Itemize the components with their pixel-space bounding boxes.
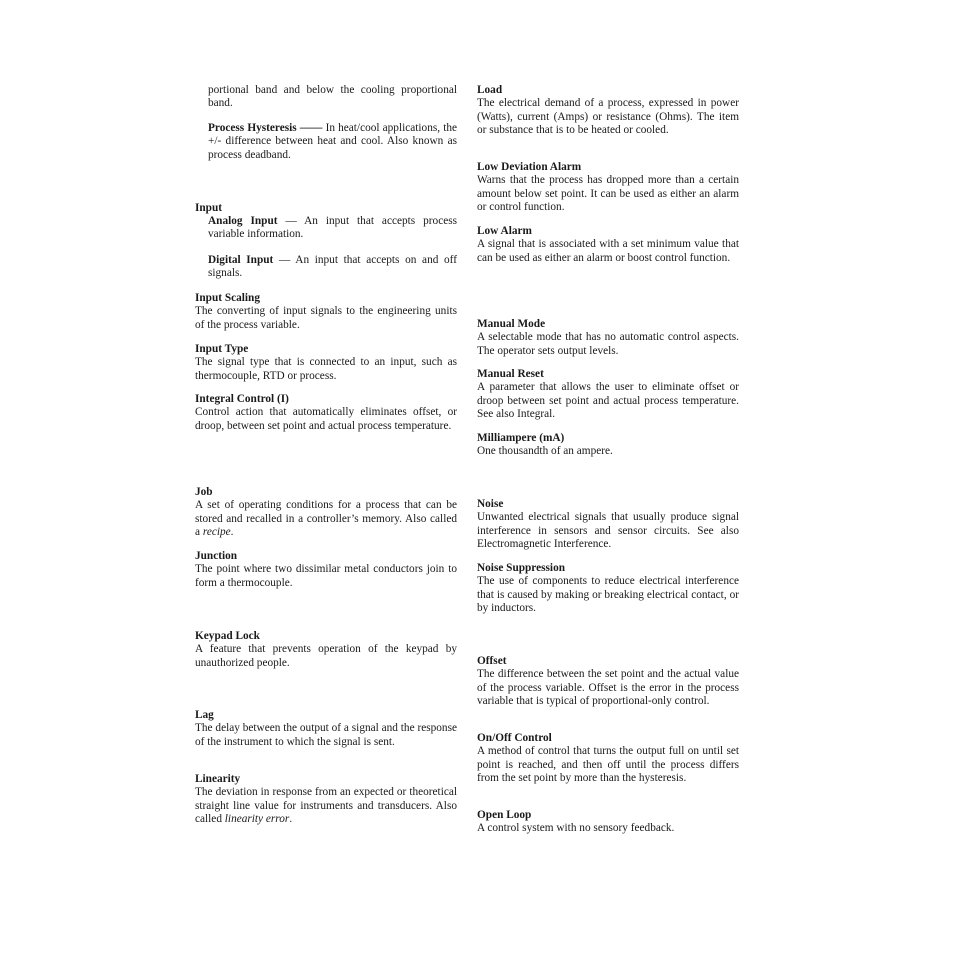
- entry-definition: A parameter that allows the user to eliminate offset or droop between set point and actual process temperature. See also Integral.: [477, 381, 739, 421]
- entry-input: [195, 202, 457, 215]
- entry-definition: The use of components to reduce electrical interference that is caused by making or breaking electrical contact, or by inductors.: [477, 575, 739, 615]
- entry-term: Milliampere (mA): [477, 432, 565, 444]
- entry-input-type: [195, 343, 457, 383]
- entry-term: Keypad Lock: [195, 630, 260, 642]
- entry-manual-mode: [477, 318, 739, 358]
- entry-definition: A selectable mode that has no automatic control aspects. The operator sets output levels.: [477, 331, 739, 357]
- entry-definition: The difference between the set point and the actual value of the process variable. Offset is the error in the process variable that is typical of proportional-only control.: [477, 668, 739, 708]
- entry-input-scaling: [195, 292, 457, 332]
- entry-definition: Control action that automatically eliminates offset, or droop, between set point and actual process temperature.: [195, 406, 457, 432]
- entry-term: Low Alarm: [477, 225, 532, 237]
- entry-definition: A method of control that turns the output full on until set point is reached, and then off until the process differs from the set point by more than the hysteresis.: [477, 745, 739, 785]
- entry-definition: A control system with no sensory feedback.: [477, 822, 675, 835]
- entry-term: Input: [195, 202, 223, 214]
- entry-definition: The deviation in response from an expected or theoretical straight line value for instruments and transducers. Also called linearity error.: [195, 786, 457, 826]
- entry-definition: The converting of input signals to the engineering units of the process variable.: [195, 305, 457, 331]
- entry-definition: The signal type that is connected to an input, such as thermocouple, RTD or process.: [195, 356, 457, 382]
- entry-noise: [477, 498, 739, 552]
- entry-job: [195, 486, 457, 540]
- entry-integral-control: [195, 393, 457, 433]
- entry-definition: In heat/cool applications, the +/- difference between heat and cool. Also known as process deadband.: [208, 122, 457, 161]
- entry-definition: The delay between the output of a signal and the response of the instrument to which the signal is sent.: [195, 722, 457, 748]
- entry-term: Open Loop: [477, 809, 532, 821]
- entry-definition: — An input that accepts process variable information.: [208, 215, 458, 241]
- entry-term: Input Type: [195, 343, 249, 355]
- entry-term: Offset: [477, 655, 507, 667]
- entry-term: On/Off Control: [477, 732, 552, 744]
- entry-low-deviation-alarm: [477, 161, 739, 215]
- entry-term: Job: [195, 486, 213, 498]
- entry-term: Junction: [195, 550, 238, 562]
- entry-process-hysteresis: [208, 122, 457, 162]
- entry-term: Manual Mode: [477, 318, 546, 330]
- entry-junction: [195, 550, 457, 590]
- entry-definition: A set of operating conditions for a process that can be stored and recalled in a controller’s memory. Also called a recipe.: [195, 499, 457, 539]
- entry-definition: The point where two dissimilar metal conductors join to form a thermocouple.: [195, 563, 457, 589]
- entry-low-alarm: [477, 225, 739, 265]
- entry-load: [477, 84, 739, 138]
- entry-linearity: [195, 773, 457, 827]
- entry-definition: The electrical demand of a process, expressed in power (Watts), current (Amps) or resistance (Ohms). The item or substance that is to be heated or cooled.: [477, 97, 739, 137]
- continued-text: portional band and below the cooling proportional band.: [208, 84, 457, 110]
- entry-noise-suppression: [477, 562, 739, 616]
- entry-term: Noise Suppression: [477, 562, 565, 574]
- entry-on-off-control: [477, 732, 739, 786]
- entry-definition: A signal that is associated with a set minimum value that can be used as either an alarm or boost control function.: [477, 238, 739, 264]
- entry-definition: Warns that the process has dropped more than a certain amount below set point. It can be used as either an alarm or control function.: [477, 174, 739, 214]
- entry-term: Noise: [477, 498, 504, 510]
- entry-definition: One thousandth of an ampere.: [477, 445, 613, 458]
- entry-term: Load: [477, 84, 503, 96]
- entry-term: Integral Control (I): [195, 393, 289, 405]
- entry-digital-input: [208, 254, 457, 281]
- entry-definition: Unwanted electrical signals that usually produce signal interference in sensors and sensor circuits. See also Electromagnetic Interference.: [477, 511, 739, 551]
- entry-term: Lag: [195, 709, 214, 721]
- entry-term: Low Deviation Alarm: [477, 161, 582, 173]
- entry-analog-input: [208, 215, 457, 242]
- entry-keypad-lock: [195, 630, 457, 670]
- entry-term: Input Scaling: [195, 292, 260, 304]
- entry-offset: [477, 655, 739, 709]
- entry-term: Analog Input: [208, 215, 278, 227]
- entry-manual-reset: [477, 368, 739, 422]
- entry-lag: [195, 709, 457, 749]
- entry-term: Digital Input: [208, 254, 274, 266]
- entry-term: Linearity: [195, 773, 241, 785]
- entry-definition: A feature that prevents operation of the keypad by unauthorized people.: [195, 643, 457, 669]
- entry-term: Process Hysteresis ——: [208, 122, 323, 134]
- entry-open-loop: [477, 809, 739, 836]
- entry-milliampere: [477, 432, 739, 459]
- entry-definition: — An input that accepts on and off signals.: [208, 254, 457, 280]
- entry-term: Manual Reset: [477, 368, 544, 380]
